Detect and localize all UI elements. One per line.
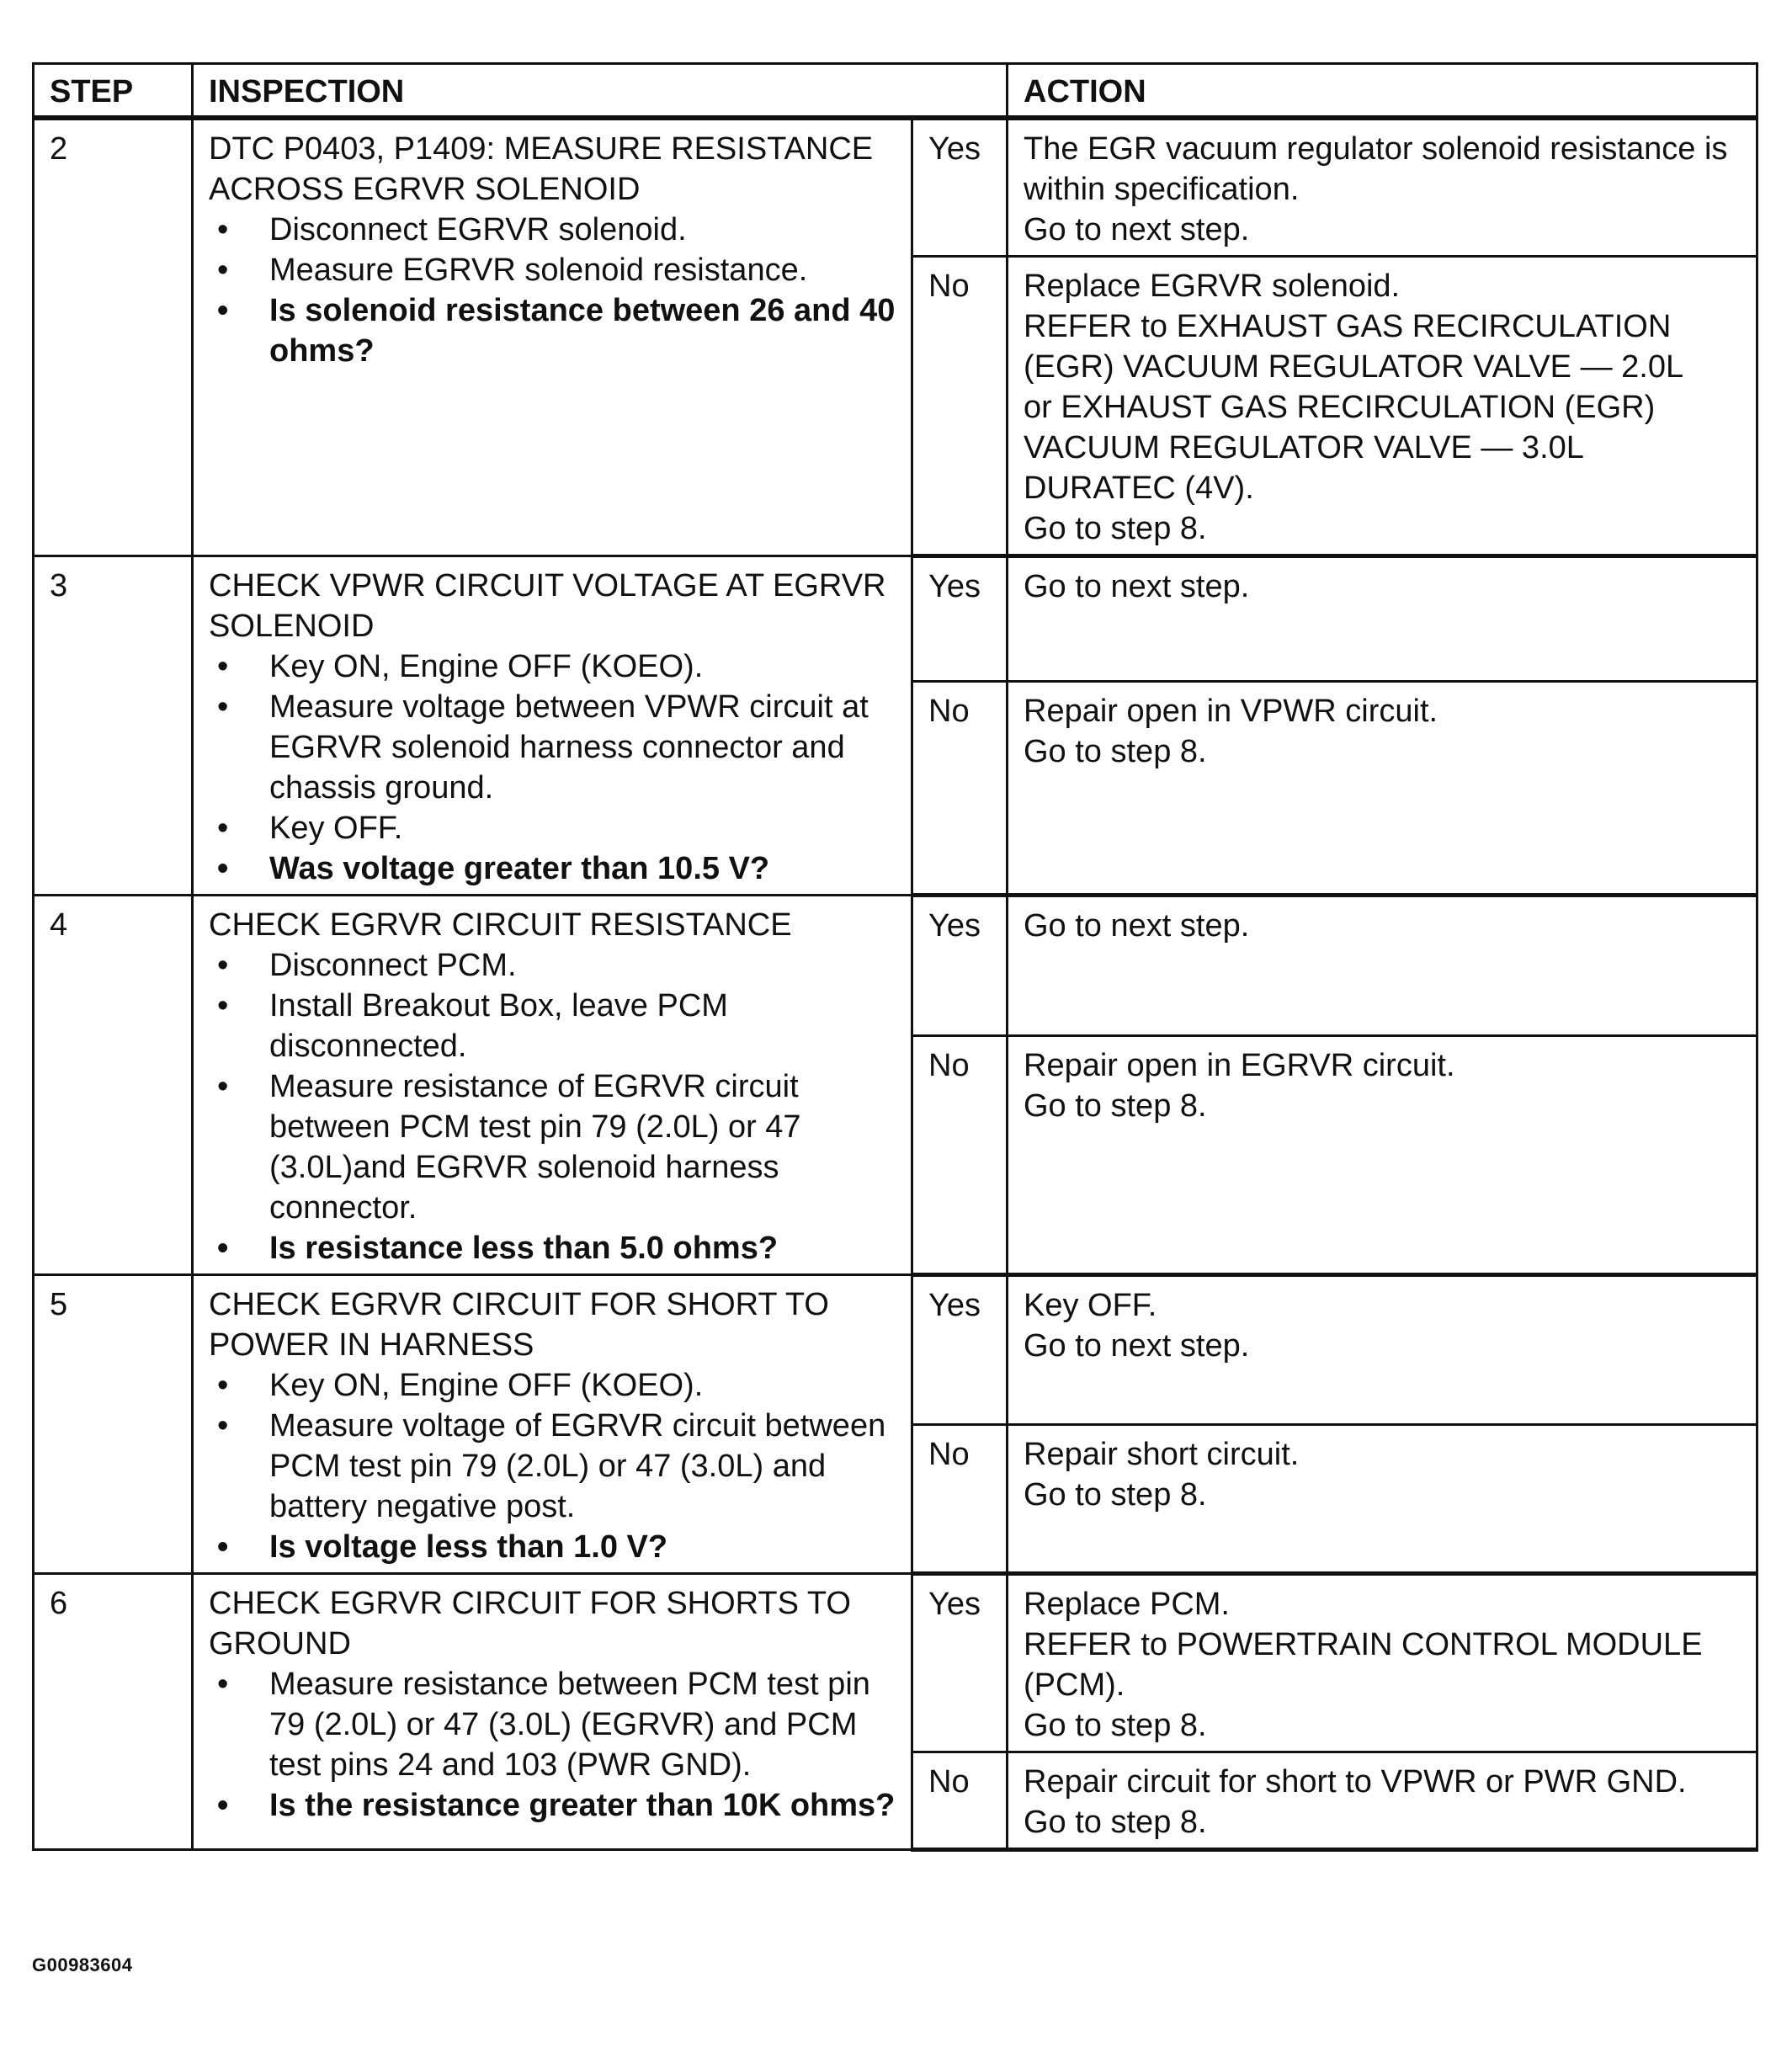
inspection-bullet: • Key OFF. [209, 808, 896, 848]
answer-no: No [912, 1424, 1008, 1574]
table-row [34, 1275, 1757, 1425]
inspection-bullets [209, 945, 896, 1268]
inspection-title: CHECK EGRVR CIRCUIT RESISTANCE [209, 907, 792, 943]
action-line: Go to next step. [1024, 212, 1250, 247]
action-line: Replace PCM. [1024, 1587, 1230, 1622]
inspection-title: CHECK EGRVR CIRCUIT FOR SHORT TO POWER IN HARNESS [209, 1287, 829, 1363]
inspection-bullet: • Disconnect PCM. [209, 945, 896, 986]
table-row [34, 556, 1757, 682]
action-line: Repair circuit for short to VPWR or PWR GND. [1024, 1764, 1687, 1800]
action-line: Go to step 8. [1024, 733, 1207, 769]
inspection-bullet: • Install Breakout Box, leave PCM disconnected. [209, 986, 896, 1066]
answer-no: No [912, 1752, 1008, 1850]
inspection-question: • Is resistance less than 5.0 ohms? [209, 1228, 896, 1268]
header-action: ACTION [1008, 64, 1757, 119]
action-line: The EGR vacuum regulator solenoid resistance is within specification. [1024, 131, 1728, 207]
answer-yes: Yes [912, 896, 1008, 1036]
inspection-cell [193, 1574, 912, 1850]
inspection-cell [193, 1275, 912, 1574]
inspection-cell [193, 556, 912, 896]
step-number: 3 [34, 556, 193, 896]
action-line: Go to step 8. [1024, 1476, 1207, 1513]
action-line: Go to next step. [1024, 908, 1250, 944]
action-yes [1008, 896, 1757, 1036]
action-no [1008, 1424, 1757, 1574]
inspection-bullet: • Key ON, Engine OFF (KOEO). [209, 1365, 896, 1406]
action-line: Repair open in VPWR circuit. [1024, 693, 1438, 729]
action-line: Repair open in EGRVR circuit. [1024, 1047, 1455, 1083]
inspection-bullets [209, 1365, 896, 1567]
action-line: Go to step 8. [1024, 511, 1207, 546]
step-number: 4 [34, 896, 193, 1275]
step-number: 5 [34, 1275, 193, 1574]
answer-no: No [912, 1035, 1008, 1274]
answer-yes: Yes [912, 1574, 1008, 1752]
action-line: REFER to EXHAUST GAS RECIRCULATION (EGR) VACUUM REGULATOR VALVE — 2.0L [1024, 309, 1684, 385]
action-no [1008, 1035, 1757, 1274]
header-inspection: INSPECTION [193, 64, 1008, 119]
inspection-bullet: • Key ON, Engine OFF (KOEO). [209, 646, 896, 687]
action-line: Go to next step. [1024, 1328, 1250, 1364]
action-no [1008, 681, 1757, 895]
figure-id: G00983604 [32, 1954, 133, 1975]
inspection-bullet: • Measure voltage between VPWR circuit at EGRVR solenoid harness connector and chassis ground. [209, 687, 896, 808]
inspection-cell [193, 118, 912, 556]
inspection-title: CHECK EGRVR CIRCUIT FOR SHORTS TO GROUND [209, 1586, 851, 1662]
inspection-bullet: • Measure voltage of EGRVR circuit between PCM test pin 79 (2.0L) or 47 (3.0L) and battery negative post. [209, 1406, 896, 1527]
answer-yes: Yes [912, 118, 1008, 257]
inspection-bullet: • Measure resistance between PCM test pin 79 (2.0L) or 47 (3.0L) (EGRVR) and PCM test pins 24 and 103 (PWR GND). [209, 1664, 896, 1785]
action-line: REFER to POWERTRAIN CONTROL MODULE (PCM). [1024, 1627, 1703, 1703]
table-body [34, 118, 1757, 1850]
action-line: Go to step 8. [1024, 1805, 1207, 1840]
inspection-bullets [209, 646, 896, 889]
diagnostic-table [32, 62, 1758, 1852]
action-yes [1008, 1574, 1757, 1752]
inspection-title: DTC P0403, P1409: MEASURE RESISTANCE ACROSS EGRVR SOLENOID [209, 131, 874, 207]
answer-no: No [912, 681, 1008, 895]
inspection-question: • Is solenoid resistance between 26 and 40 ohms? [209, 290, 896, 371]
action-yes [1008, 118, 1757, 257]
inspection-bullet: • Measure EGRVR solenoid resistance. [209, 250, 896, 290]
table-header-row [34, 64, 1757, 119]
answer-no: No [912, 257, 1008, 556]
action-line: or EXHAUST GAS RECIRCULATION (EGR) VACUUM REGULATOR VALVE — 3.0L DURATEC (4V). [1024, 390, 1656, 506]
action-line: Go to step 8. [1024, 1087, 1207, 1124]
table-row [34, 1574, 1757, 1752]
step-number: 2 [34, 118, 193, 556]
action-no [1008, 257, 1757, 556]
inspection-bullets [209, 1664, 896, 1826]
action-line: Go to next step. [1024, 569, 1250, 604]
answer-yes: Yes [912, 1275, 1008, 1425]
inspection-cell [193, 896, 912, 1275]
inspection-question: • Was voltage greater than 10.5 V? [209, 848, 896, 889]
answer-yes: Yes [912, 556, 1008, 682]
inspection-question: • Is the resistance greater than 10K ohms? [209, 1785, 896, 1826]
inspection-bullet: • Measure resistance of EGRVR circuit between PCM test pin 79 (2.0L) or 47 (3.0L)and EGRVR solenoid harness connector. [209, 1066, 896, 1228]
action-no [1008, 1752, 1757, 1850]
action-yes [1008, 1275, 1757, 1425]
table-row [34, 896, 1757, 1036]
action-yes [1008, 556, 1757, 682]
inspection-title: CHECK VPWR CIRCUIT VOLTAGE AT EGRVR SOLENOID [209, 568, 886, 644]
action-line: Replace EGRVR solenoid. [1024, 269, 1401, 304]
header-step: STEP [34, 64, 193, 119]
action-line: Repair short circuit. [1024, 1436, 1300, 1472]
step-number: 6 [34, 1574, 193, 1850]
table-row [34, 118, 1757, 257]
action-line: Key OFF. [1024, 1288, 1157, 1323]
inspection-bullet: • Disconnect EGRVR solenoid. [209, 210, 896, 250]
inspection-question: • Is voltage less than 1.0 V? [209, 1527, 896, 1567]
inspection-bullets [209, 210, 896, 371]
action-line: Go to step 8. [1024, 1708, 1207, 1743]
